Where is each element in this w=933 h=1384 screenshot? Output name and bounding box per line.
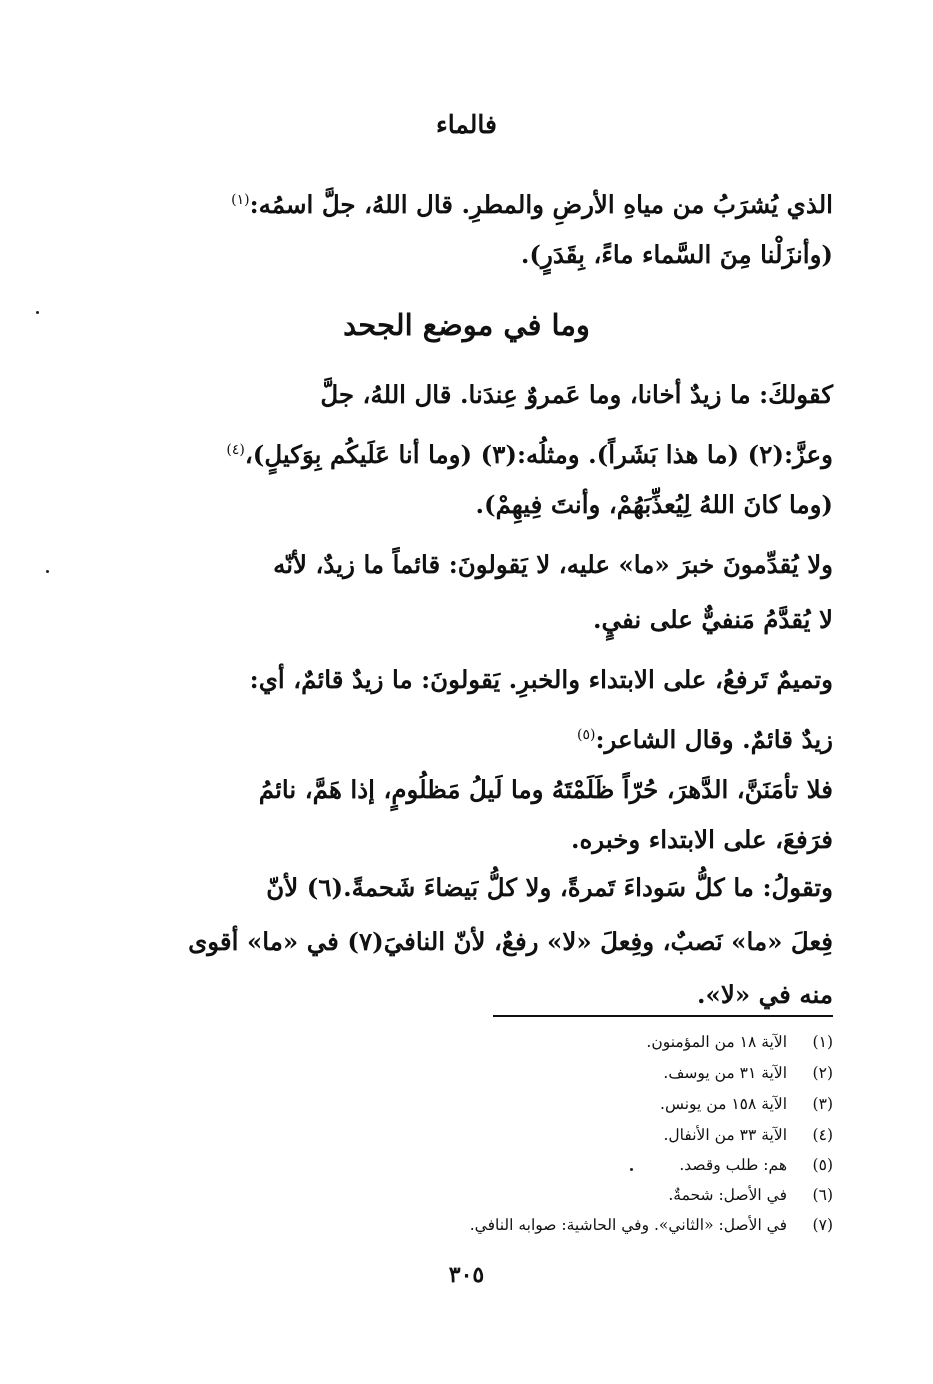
footnote-text: هم: طلب وقصد.: [679, 1156, 787, 1174]
footnote-number: (١): [812, 1033, 833, 1051]
footnote: [133, 1061, 833, 1085]
text-line: [100, 430, 833, 475]
text-line: [100, 820, 833, 860]
line-text: لا يُقدَّمُ مَنفيٌّ على نفيٍ.: [593, 605, 833, 634]
footnote-ref: (٤): [226, 442, 245, 458]
footnote-number: (٥): [812, 1156, 833, 1174]
footnote-number: (٦): [812, 1186, 833, 1204]
footnote-ref: (٥): [577, 727, 596, 743]
text-line: [100, 545, 833, 585]
scan-speck: [36, 311, 39, 314]
text-line: [100, 868, 833, 908]
text-line: [100, 485, 833, 525]
line-text: فرَفعَ، على الابتداء وخبره.: [570, 825, 833, 854]
line-text: ولا يُقدِّمونَ خبرَ «ما» عليه، لا يَقولونَ: قائماً ما زيدٌ، لأنّه: [273, 550, 833, 579]
footnote-number: (٤): [812, 1126, 833, 1144]
line-text: وتقولُ: ما كلُّ سَوداءَ تَمرةً، ولا كلُّ بَيضاءَ شَحمةً.(٦) لأنّ: [266, 873, 833, 902]
footnote-text: الآية ١٥٨ من يونس.: [660, 1095, 787, 1113]
footnote: [133, 1123, 833, 1147]
verse-text: فلا تأمَنَنَّ، الدَّهرَ، حُرّاً ظَلَمْتَهُ وما لَيلُ مَظلُومٍ، إذا هَمَّ، نائمُ: [258, 775, 833, 804]
footnote-text: في الأصل: شحمةٌ.: [668, 1186, 787, 1204]
footnote-text: الآية ٣١ من يوسف.: [663, 1064, 787, 1082]
line-text: الذي يُشرَبُ من مياهِ الأرضِ والمطرِ. قال اللهُ، جلَّ اسمُه:: [249, 190, 833, 220]
text-line: [100, 660, 833, 700]
verse-line: [100, 770, 833, 810]
footnote-ref: (١): [231, 192, 250, 208]
text-line: [100, 235, 833, 275]
line-text: كقولكَ: ما زيدٌ أخانا، وما عَمروٌ عِندَنا. قال اللهُ، جلَّ: [320, 380, 833, 409]
footnote-text: الآية ١٨ من المؤمنون.: [646, 1033, 787, 1051]
page-header: فالماء: [435, 110, 497, 139]
line-text: منه في «لا».: [697, 980, 833, 1009]
page-number: ٣٠٥: [448, 1262, 485, 1288]
footnote: [133, 1092, 833, 1116]
footnote: [133, 1183, 833, 1207]
text-line: [100, 180, 833, 225]
footnote-number: (٣): [812, 1095, 833, 1113]
footnote-text: في الأصل: «الثاني». وفي الحاشية: صوابه النافي.: [469, 1216, 787, 1234]
scan-speck: [630, 1168, 633, 1171]
line-text: (وما كانَ اللهُ لِيُعذِّبَهُمْ، وأنتَ فِيهِمْ).: [475, 490, 833, 519]
scan-speck: [46, 570, 49, 573]
footnote: [133, 1030, 833, 1054]
line-text: فِعلَ «ما» نَصبٌ، وفِعلَ «لا» رفعٌ، لأنّ النافيَ(٧) في «ما» أقوى: [188, 927, 833, 956]
line-text: زيدٌ قائمٌ. وقال الشاعر:: [595, 725, 833, 755]
line-text: (وأنزَلْنا مِنَ السَّماء ماءً، بِقَدَرٍ).: [520, 240, 833, 269]
footnote-text: الآية ٣٣ من الأنفال.: [663, 1126, 787, 1144]
footnote: [133, 1213, 833, 1237]
footnote-number: (٧): [812, 1216, 833, 1234]
footnote-number: (٢): [812, 1064, 833, 1082]
text-line: [100, 715, 833, 760]
line-text: وتميمٌ تَرفعُ، على الابتداء والخبرِ. يَقولونَ: ما زيدٌ قائمٌ، أي:: [249, 665, 833, 694]
footnote-divider: [493, 1015, 833, 1017]
section-title: [0, 305, 933, 345]
text-line: [100, 375, 833, 415]
text-line: [100, 922, 833, 962]
text-line: [100, 600, 833, 640]
footnote: [133, 1153, 833, 1177]
line-text: وعزَّ:(٢) (ما هذا بَشَراً). ومثلُه:(٣) (وما أنا عَلَيكُم بِوَكيلٍ)،: [244, 440, 833, 470]
text-line: [100, 975, 833, 1015]
section-title-text: وما في موضع الجحد: [343, 308, 590, 342]
